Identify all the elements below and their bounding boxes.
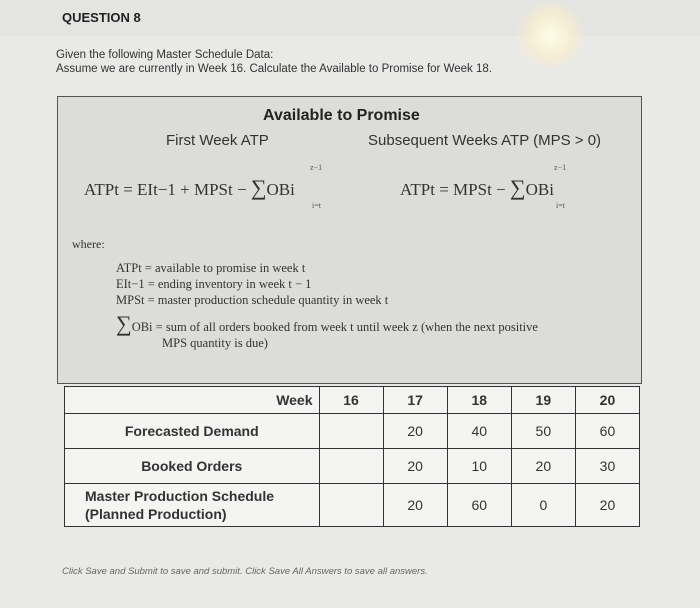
subsequent-weeks-atp-label: Subsequent Weeks ATP (MPS > 0) [368, 132, 602, 149]
definitions-list [116, 260, 538, 351]
subsequent-equation-left: ATPt = MPSt − [400, 180, 506, 199]
table-cell [319, 449, 383, 484]
sigma-term: OBi [525, 180, 554, 199]
week-header: Week [65, 387, 320, 414]
table-row [65, 449, 640, 484]
ob-definition-line-1: OBi = sum of all orders booked from week t until week z (when the next positive [131, 320, 538, 334]
intro-line-2: Assume we are currently in Week 16. Calculate the Available to Promise for Week 18. [56, 63, 492, 75]
table-cell: 20 [575, 484, 639, 527]
week-cell: 18 [447, 387, 511, 414]
definition-item: EIt−1 = ending inventory in week t − 1 [116, 277, 312, 291]
question-title: QUESTION 8 [62, 10, 141, 25]
sigma-symbol: ∑ [250, 175, 267, 200]
sigma-upper-limit: z−1 [554, 163, 567, 172]
question-intro [56, 48, 492, 76]
ob-definition-line-2: MPS quantity is due) [162, 336, 268, 350]
row-label: Forecasted Demand [65, 414, 320, 449]
week-cell: 19 [511, 387, 575, 414]
sigma-lower-limit: i=t [556, 201, 565, 210]
master-schedule-table [64, 386, 640, 527]
table-cell [319, 484, 383, 527]
formula-title: Available to Promise [263, 107, 420, 124]
where-label: where: [72, 237, 105, 251]
table-cell: 50 [511, 414, 575, 449]
table-cell: 20 [383, 414, 447, 449]
definition-item: MPSt = master production schedule quantity in week t [116, 293, 389, 307]
table-cell [319, 414, 383, 449]
row-label-line-2: (Planned Production) [85, 506, 227, 522]
ob-definition [116, 308, 538, 335]
table-cell: 60 [447, 484, 511, 527]
table-row [65, 414, 640, 449]
table-cell: 10 [447, 449, 511, 484]
atp-formula-image [57, 96, 642, 384]
table-cell: 20 [383, 449, 447, 484]
row-label: Booked Orders [65, 449, 320, 484]
first-week-equation [84, 175, 295, 201]
first-week-equation-left: ATPt = EIt−1 + MPSt − [84, 180, 247, 199]
table-cell: 20 [511, 449, 575, 484]
table-cell: 40 [447, 414, 511, 449]
sigma-symbol: ∑ [116, 311, 132, 336]
save-instructions: Click Save and Submit to save and submit. Click Save All Answers to save all answers. [62, 566, 428, 577]
week-cell: 20 [575, 387, 639, 414]
table-cell: 60 [575, 414, 639, 449]
sigma-lower-limit: i=t [312, 201, 321, 210]
table-row [65, 484, 640, 527]
table-cell: 30 [575, 449, 639, 484]
table-header-row [65, 387, 640, 414]
table-cell: 20 [383, 484, 447, 527]
row-label-line-1: Master Production Schedule [85, 488, 275, 504]
week-cell: 17 [383, 387, 447, 414]
sigma-upper-limit: z−1 [310, 163, 323, 172]
subsequent-equation [400, 175, 554, 201]
sigma-symbol: ∑ [509, 175, 526, 200]
definition-item: ATPt = available to promise in week t [116, 261, 306, 275]
screen-glare [516, 0, 586, 70]
row-label [65, 484, 320, 527]
sigma-term: OBi [266, 180, 295, 199]
table-cell: 0 [511, 484, 575, 527]
week-cell: 16 [319, 387, 383, 414]
first-week-atp-label: First Week ATP [166, 132, 269, 149]
intro-line-1: Given the following Master Schedule Data: [56, 49, 274, 61]
